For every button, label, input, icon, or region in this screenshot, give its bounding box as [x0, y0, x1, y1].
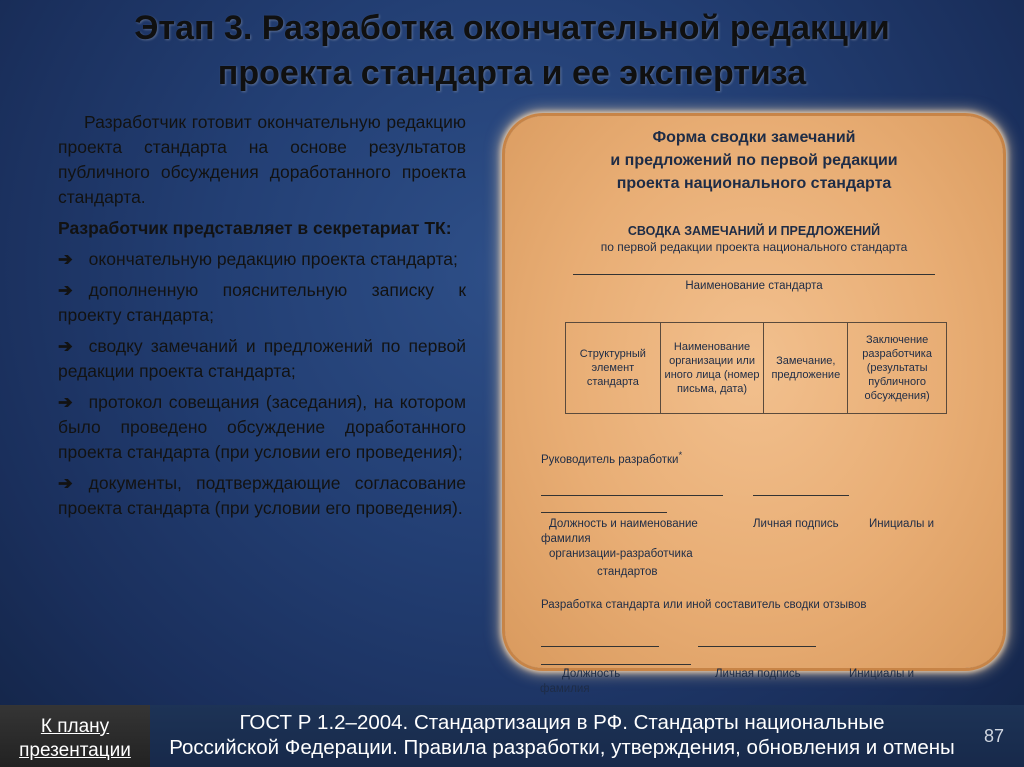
back-to-plan-button[interactable]: [0, 705, 150, 767]
standard-name-label: Наименование стандарта: [685, 280, 823, 292]
head-surname-label: фамилия: [541, 533, 591, 545]
dev-signature-label: Личная подпись: [715, 668, 801, 680]
intro-paragraph: Разработчик готовит окончательную редакцию проекта стандарта на основе результатов публичного обсуждения доработанного проекта стандарта.: [58, 112, 466, 207]
bullet-text: сводку замечаний и предложений по первой редакции проекта стандарта;: [58, 336, 466, 381]
arrow-icon: ➔: [58, 249, 73, 269]
table-header-cell: Наименование организации или иного лица (номер письма, дата): [660, 323, 764, 414]
arrow-icon: ➔: [58, 336, 73, 356]
bullet-item: [58, 247, 466, 272]
table-header-cell: Структурный элемент стандарта: [566, 323, 661, 414]
slide-title: [0, 6, 1024, 96]
dev-signature-line: [698, 646, 816, 647]
standard-name-line: [573, 274, 935, 275]
table-header-cell: Замечание, предложение: [764, 323, 848, 414]
developer-label: Разработка стандарта или иной составитель сводки отзывов: [541, 599, 867, 611]
back-to-plan-line1: К плану: [40, 716, 110, 737]
bullet-text: документы, подтверждающие согласование проекта стандарта (при условии его проведения).: [58, 473, 466, 518]
arrow-icon: ➔: [58, 473, 73, 493]
bullet-item: [58, 334, 466, 384]
left-text-column: [58, 110, 466, 527]
head-asterisk: *: [678, 450, 683, 461]
table-row: [566, 323, 947, 414]
head-position-line: [541, 495, 723, 496]
form-title-line1: Форма сводки замечаний: [652, 129, 856, 146]
svodka-subtitle: по первой редакции проекта национального стандарта: [600, 240, 908, 254]
table-header-cell: Заключение разработчика (результаты публичного обсуждения): [848, 323, 947, 414]
head-position-label: Должность и наименование: [549, 518, 698, 530]
bullet-text: окончательную редакцию проекта стандарта;: [88, 249, 458, 269]
head-extra-line: [541, 512, 667, 513]
arrow-icon: ➔: [58, 392, 73, 412]
head-label-text: Руководитель разработки: [541, 453, 679, 466]
head-signature-line: [753, 495, 849, 496]
gost-reference: [158, 710, 966, 760]
slide-title-line2: проекта стандарта и ее экспертиза: [217, 54, 807, 92]
head-org-label: организации-разработчика: [549, 548, 693, 560]
dev-position-line: [541, 646, 659, 647]
head-signature-label: Личная подпись: [753, 518, 839, 530]
dev-extra-line: [541, 664, 691, 665]
slide-title-line1: Этап 3. Разработка окончательной редакции: [134, 9, 890, 47]
head-label: [541, 448, 682, 468]
head-initials-label: Инициалы и: [869, 518, 935, 530]
form-panel: [505, 116, 1003, 668]
form-title-line3: проекта национального стандарта: [616, 175, 892, 192]
form-title-line2: и предложений по первой редакции: [610, 152, 898, 169]
page-number: 87: [983, 726, 1005, 746]
bullet-text: протокол совещания (заседания), на котором было проведено обсуждение доработанного проекта стандарта (при условии его проведения);: [58, 392, 466, 462]
gost-line1: ГОСТ Р 1.2–2004. Стандартизация в РФ. Стандарты национальные: [239, 711, 885, 734]
submit-heading: Разработчик представляет в секретариат ТК:: [58, 218, 452, 238]
bullet-item: [58, 390, 466, 465]
dev-position-label: Должность: [562, 668, 621, 680]
svodka-title: СВОДКА ЗАМЕЧАНИЙ И ПРЕДЛОЖЕНИЙ: [627, 224, 881, 238]
head-org-label-2: стандартов: [597, 566, 658, 578]
arrow-icon: ➔: [58, 280, 73, 300]
form-panel-title: [505, 126, 1003, 195]
dev-initials-label: Инициалы и: [849, 668, 915, 680]
bullet-item: [58, 471, 466, 521]
back-to-plan-line2: презентации: [19, 740, 131, 761]
form-table: [565, 322, 947, 414]
dev-surname-label: фамилия: [540, 683, 590, 695]
bullet-text: дополненную пояснительную записку к проекту стандарта;: [58, 280, 466, 325]
gost-line2: Российской Федерации. Правила разработки, утверждения, обновления и отмены: [169, 736, 955, 759]
bullet-item: [58, 278, 466, 328]
